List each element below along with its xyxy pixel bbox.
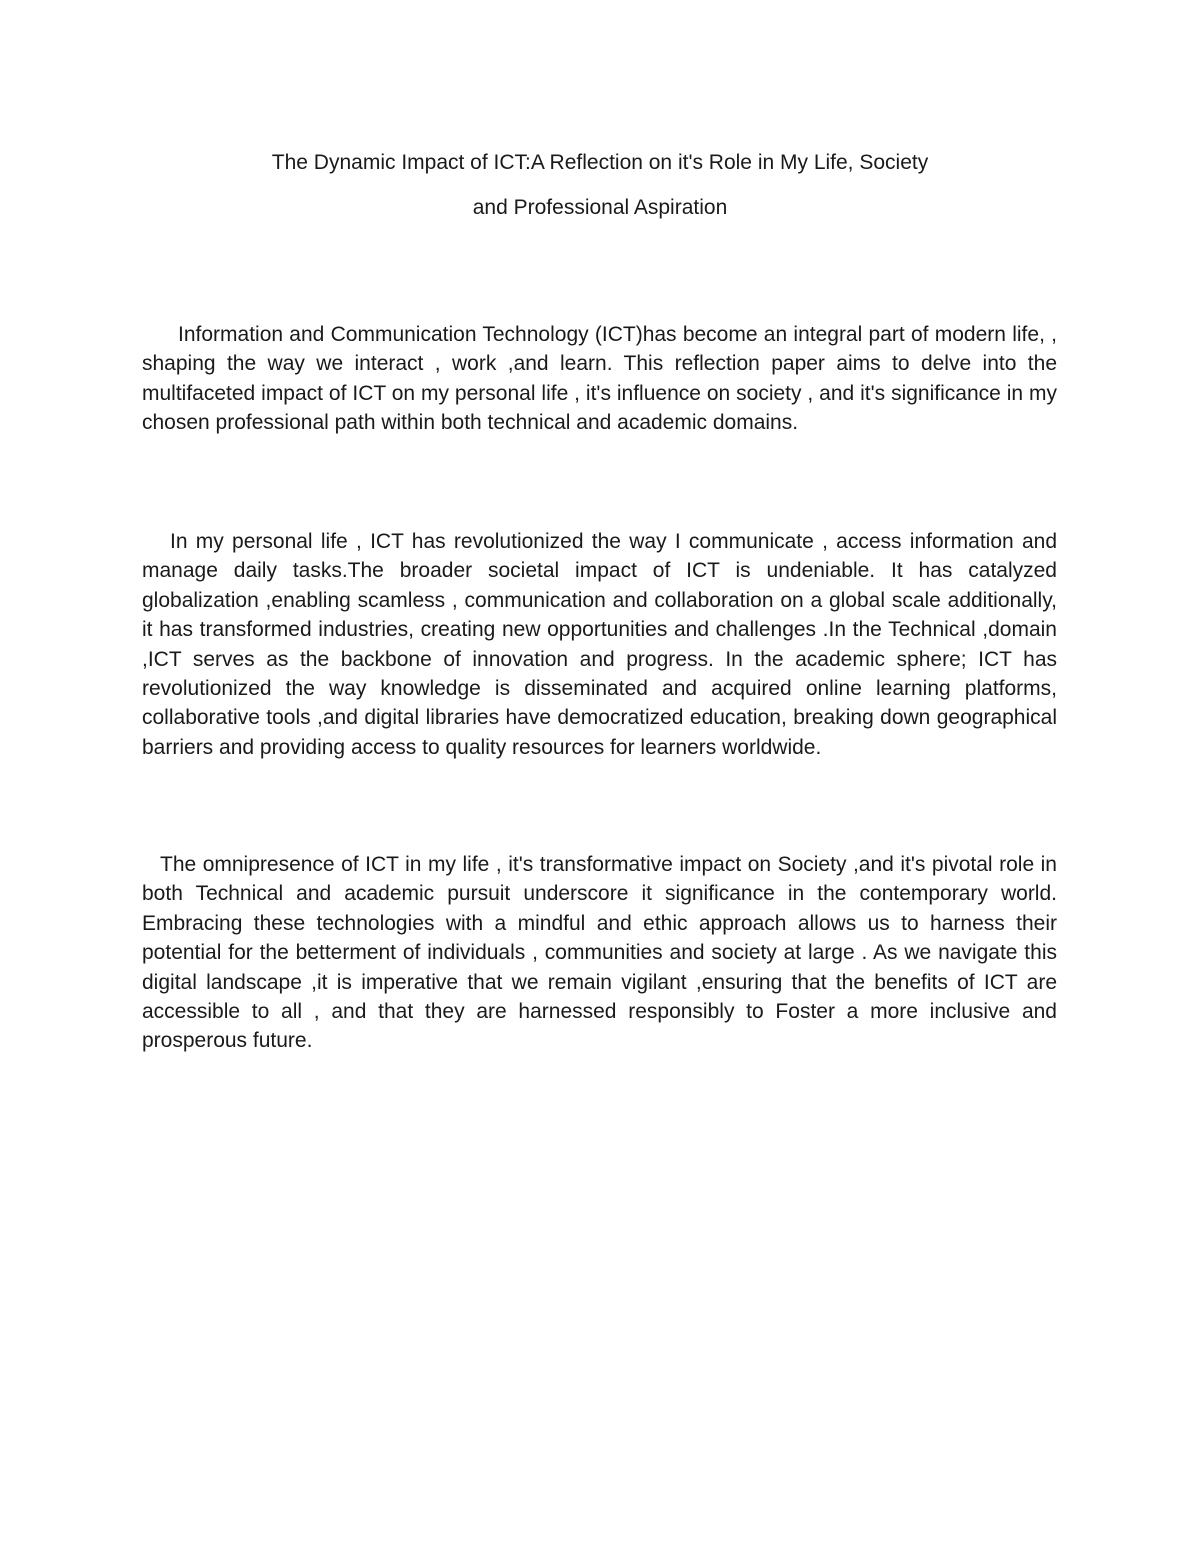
- title-line-2: and Professional Aspiration: [472, 196, 728, 219]
- paragraph-introduction: Information and Communication Technology (ICT)has become an integral part of modern life, , shaping the way we interact , work ,and learn. This reflection paper aims to delve into the multifaceted impact of ICT on my personal life , it's influence on society , and it's significance in my chosen professional path within both technical and academic domains.: [142, 323, 1057, 435]
- paragraph-personal-and-societal-impact: In my personal life , ICT has revolutionized the way I communicate , access information and manage daily tasks.The broader societal impact of ICT is undeniable. It has catalyzed globalization ,enabling scamless , communication and collaboration on a global scale additionally, it has transformed industries, creating new opportunities and challenges .In the Technical ,domain ,ICT serves as the backbone of innovation and progress. In the academic sphere; ICT has revolutionized the way knowledge is disseminated and acquired online learning platforms, collaborative tools ,and digital libraries have democratized education, breaking down geographical barriers and providing access to quality resources for learners worldwide.: [142, 530, 1057, 759]
- paragraph-conclusion: The omnipresence of ICT in my life , it's transformative impact on Society ,and it's pivotal role in both Technical and academic pursuit underscore it significance in the contemporary world. Embracing these technologies with a mindful and ethic approach allows us to harness their potential for the betterment of individuals , communities and society at large . As we navigate this digital landscape ,it is imperative that we remain vigilant ,ensuring that the benefits of ICT are accessible to all , and that they are harnessed responsibly to Foster a more inclusive and prosperous future.: [142, 853, 1057, 1053]
- document-title: [140, 140, 1060, 230]
- title-line-1: The Dynamic Impact of ICT:A Reflection on it's Role in My Life, Society: [271, 151, 929, 174]
